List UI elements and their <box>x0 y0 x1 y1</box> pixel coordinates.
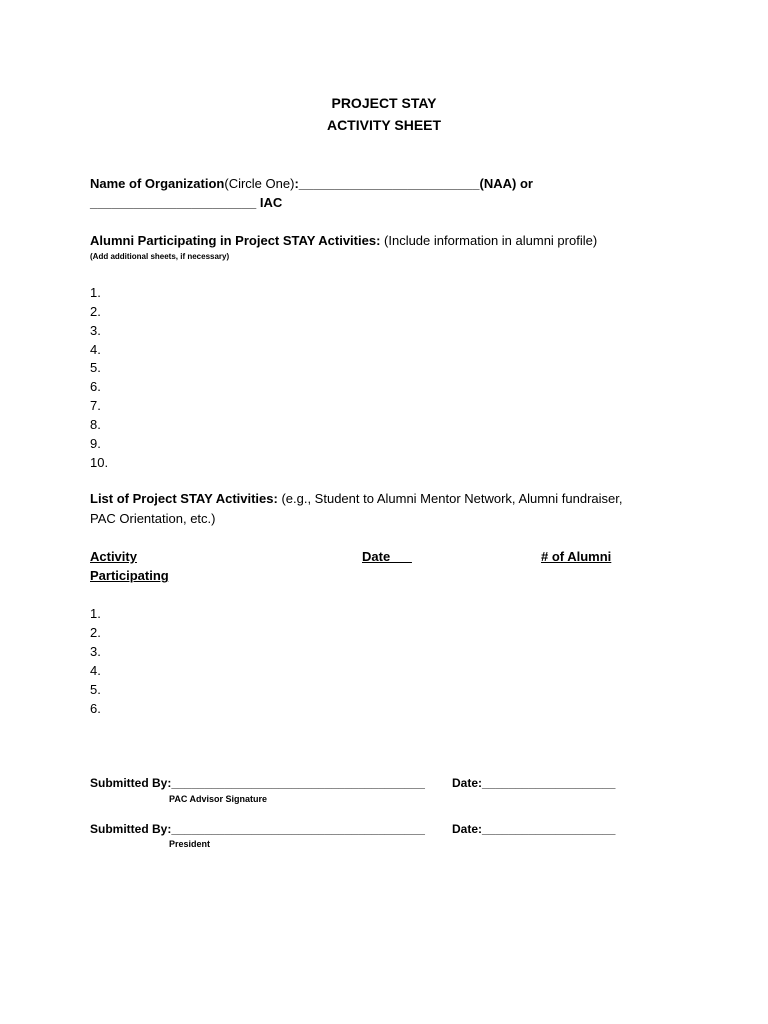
alumni-item: 3. <box>90 323 101 338</box>
alumni-small-note: (Add additional sheets, if necessary) <box>90 252 230 261</box>
alumni-item: 4. <box>90 342 101 357</box>
activity-item: 6. <box>90 701 101 716</box>
activities-note-line-2: PAC Orientation, etc.) <box>90 511 216 526</box>
activity-item: 1. <box>90 606 101 621</box>
alumni-item: 2. <box>90 304 101 319</box>
alumni-item: 7. <box>90 398 101 413</box>
activities-heading-line <box>90 491 623 506</box>
organization-line-1 <box>90 176 533 191</box>
alumni-note: (Include information in alumni profile) <box>380 233 598 248</box>
alumni-heading: Alumni Participating in Project STAY Activities: <box>90 233 381 248</box>
organization-label: Name of Organization <box>90 176 225 191</box>
activities-heading: List of Project STAY Activities: <box>90 491 278 506</box>
title-line-1: PROJECT STAY <box>331 95 437 111</box>
role-advisor: PAC Advisor Signature <box>169 794 268 804</box>
alumni-item: 6. <box>90 379 101 394</box>
organization-circle-note: (Circle One) <box>224 176 295 191</box>
column-participating: Participating <box>90 568 169 583</box>
submitted-by-president: Submitted By:______________________________________ <box>90 822 425 836</box>
title-line-2: ACTIVITY SHEET <box>326 117 442 133</box>
date-advisor: Date:____________________ <box>452 776 616 790</box>
activity-item: 5. <box>90 682 101 697</box>
alumni-heading-line <box>90 233 597 248</box>
activity-item: 4. <box>90 663 101 678</box>
alumni-item: 8. <box>90 417 101 432</box>
alumni-item: 10. <box>90 455 109 470</box>
activities-note: (e.g., Student to Alumni Mentor Network, Alumni fundraiser, <box>277 491 623 506</box>
alumni-item: 5. <box>90 360 101 375</box>
activity-item: 2. <box>90 625 101 640</box>
activity-item: 3. <box>90 644 101 659</box>
organization-naa-field: :_________________________(NAA) or <box>294 176 533 191</box>
alumni-item: 9. <box>90 436 101 451</box>
column-activity: Activity <box>90 549 137 564</box>
organization-iac-field: _______________________ IAC <box>90 195 283 210</box>
column-date: Date___ <box>362 549 412 564</box>
role-president: President <box>169 839 211 849</box>
submitted-by-advisor: Submitted By:______________________________________ <box>90 776 425 790</box>
alumni-item: 1. <box>90 285 101 300</box>
date-president: Date:____________________ <box>452 822 616 836</box>
column-alumni: # of Alumni <box>541 549 612 564</box>
